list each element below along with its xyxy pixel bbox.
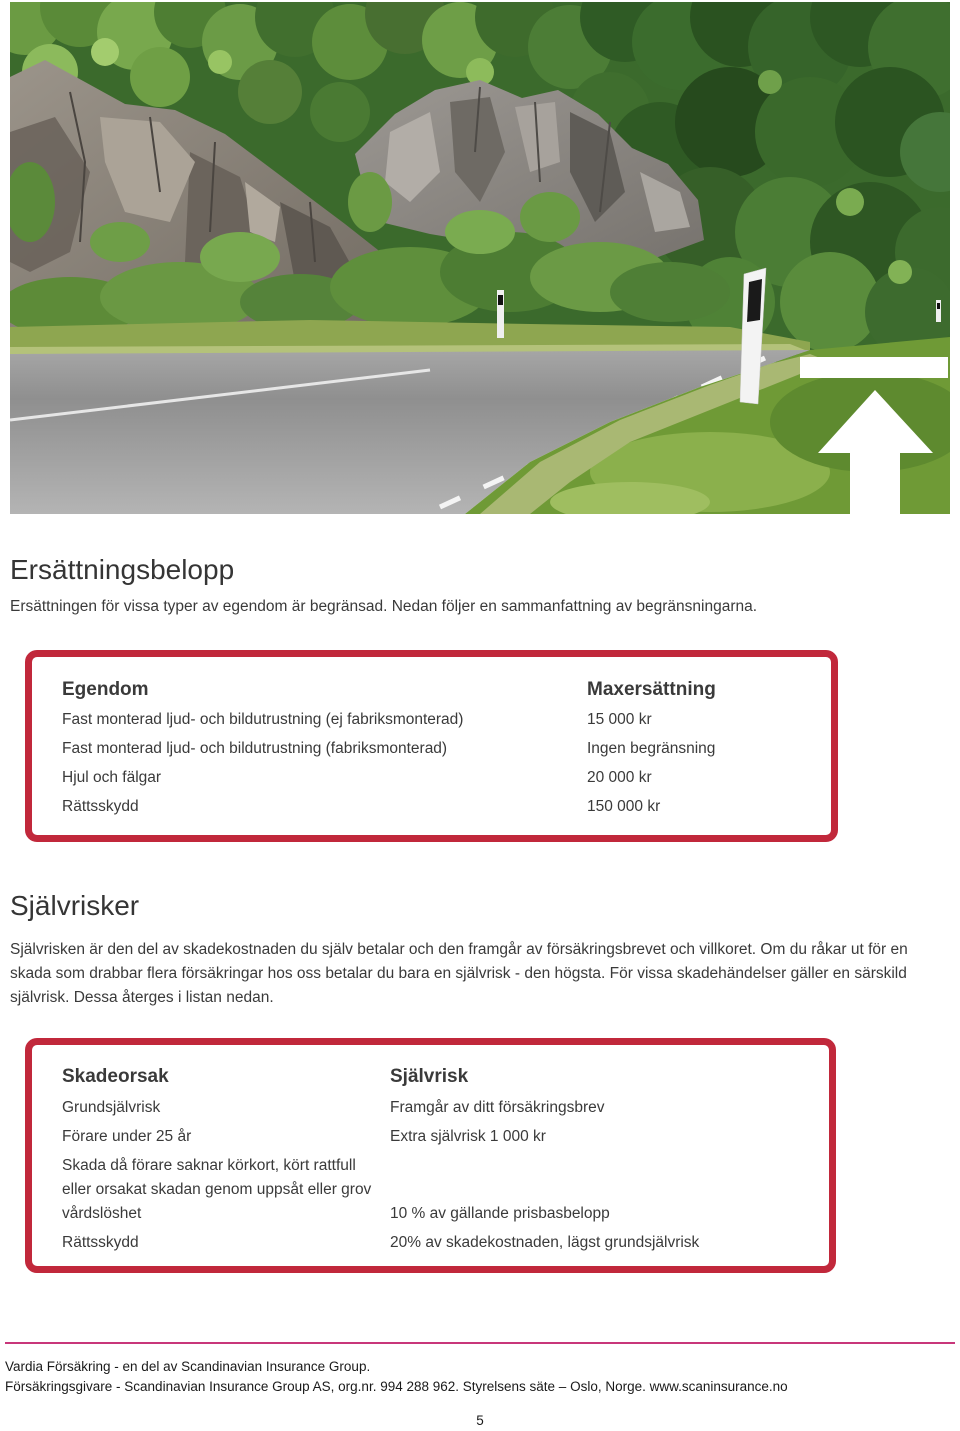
- footer-company-line: Vardia Försäkring - en del av Scandinavian Insurance Group.: [5, 1359, 371, 1374]
- compensation-intro: Ersättningen för vissa typer av egendom är begränsad. Nedan följer en sammanfattning av begränsningarna.: [10, 598, 758, 615]
- page-number: 5: [476, 1413, 484, 1428]
- post-reflector: [937, 303, 940, 309]
- bush: [348, 172, 392, 232]
- foliage-clump: [310, 82, 370, 142]
- arrow-bar: [800, 357, 948, 378]
- bush: [520, 192, 580, 242]
- column-header-max-compensation: Maxersättning: [587, 679, 716, 700]
- max-compensation-cell: Ingen begränsning: [587, 740, 716, 757]
- column-header-deductible: Självrisk: [390, 1066, 469, 1087]
- property-cell: Fast monterad ljud- och bildutrustning (fabriksmonterad): [62, 740, 448, 757]
- deductible-cell: Extra självrisk 1 000 kr: [390, 1128, 546, 1145]
- property-cell: Rättsskydd: [62, 798, 139, 815]
- compensation-limits-box: [25, 650, 838, 842]
- max-compensation-cell: 150 000 kr: [587, 798, 661, 815]
- header-photo-road: [10, 2, 950, 514]
- damage-cause-cell: Skada då förare saknar körkort, kört rattfull eller orsakat skadan genom uppsåt eller grov vårdslöshet: [62, 1157, 372, 1222]
- post-reflector: [747, 279, 762, 322]
- compensation-limits-table: [62, 675, 811, 821]
- damage-cause-cell: Förare under 25 år: [62, 1128, 192, 1145]
- max-compensation-cell: 15 000 kr: [587, 711, 652, 728]
- foliage-clump: [780, 252, 880, 352]
- foliage-clump: [836, 188, 864, 216]
- foliage-clump: [888, 260, 912, 284]
- footer-divider: [5, 1342, 955, 1344]
- property-cell: Fast monterad ljud- och bildutrustning (ej fabriksmonterad): [62, 711, 464, 728]
- deductibles-table: [62, 1065, 809, 1255]
- max-compensation-cell: 20 000 kr: [587, 769, 652, 786]
- foliage-clump: [91, 38, 119, 66]
- damage-cause-cell: Rättsskydd: [62, 1234, 139, 1251]
- footer-insurer-line: Försäkringsgivare - Scandinavian Insurance Group AS, org.nr. 994 288 962. Styrelsens säte – Oslo, Norge. www.scaninsurance.no: [5, 1379, 788, 1394]
- column-header-damage-cause: Skadeorsak: [62, 1066, 169, 1087]
- deductibles-box: [25, 1038, 836, 1273]
- compensation-heading: Ersättningsbelopp: [10, 554, 235, 585]
- property-cell: Hjul och fälgar: [62, 769, 162, 786]
- damage-cause-cell: Grundsjälvrisk: [62, 1099, 161, 1116]
- bush: [200, 232, 280, 282]
- bush: [610, 262, 730, 322]
- bush: [445, 210, 515, 254]
- foliage-clump: [238, 60, 302, 124]
- post-reflector: [498, 295, 503, 305]
- deductible-cell: 20% av skadekostnaden, lägst grundsjälvrisk: [390, 1234, 700, 1251]
- foliage-clump: [208, 50, 232, 74]
- deductible-cell: Framgår av ditt försäkringsbrev: [390, 1099, 605, 1116]
- column-header-property: Egendom: [62, 679, 149, 700]
- deductibles-heading: Självrisker: [10, 890, 140, 921]
- bush: [90, 222, 150, 262]
- foliage-clump: [758, 70, 782, 94]
- deductibles-description: Självrisken är den del av skadekostnaden du själv betalar och den framgår av försäkringsbrevet och villkoret. Om du råkar ut för en skada som drabbar flera försäkringar hos oss betalar du bara en självrisk - den högsta. För vissa skadehändelser gäller en särskild självrisk. Dessa återges i listan nedan.: [10, 941, 908, 1006]
- foliage-clump: [130, 47, 190, 107]
- deductible-cell: 10 % av gällande prisbasbelopp: [390, 1205, 610, 1222]
